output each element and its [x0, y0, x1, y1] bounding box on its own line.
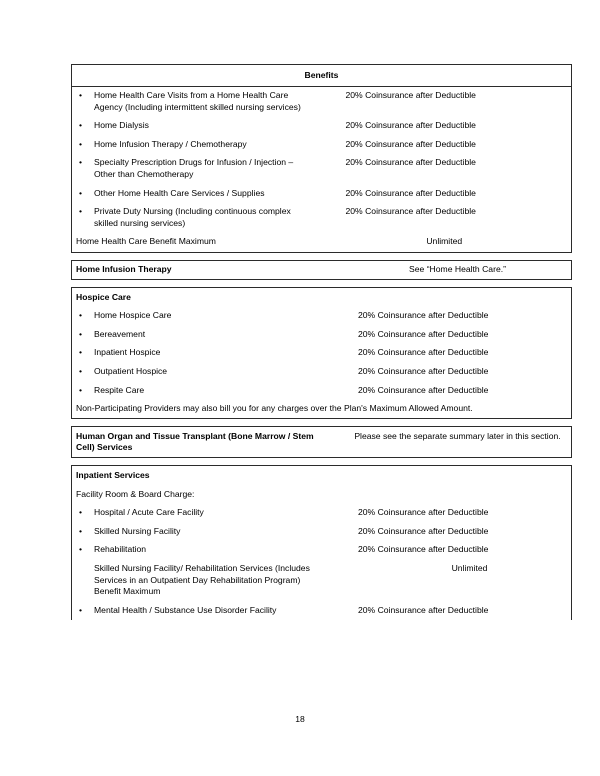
column-header-benefits: Benefits — [72, 65, 571, 86]
benefit-value-cell — [322, 154, 572, 184]
bullet-icon: • — [79, 157, 83, 168]
benefit-value: 20% Coinsurance after Deductible — [358, 604, 489, 615]
benefit-value-cell — [334, 427, 585, 457]
table-row — [72, 344, 600, 363]
table-row — [72, 154, 571, 184]
benefit-label: Outpatient Hospice — [94, 366, 168, 376]
table-row — [72, 288, 600, 307]
benefit-value-cell — [334, 363, 600, 382]
benefit-value: 20% Coinsurance after Deductible — [358, 347, 489, 358]
benefit-value: 20% Coinsurance after Deductible — [345, 138, 476, 149]
block-spacer — [71, 280, 572, 287]
benefit-label: Specialty Prescription Drugs for Infusion / Injection – Other than Chemotherapy — [94, 157, 294, 180]
benefit-block-inpatient-services — [71, 465, 572, 619]
benefit-label: Respite Care — [94, 384, 145, 395]
benefit-value-cell — [334, 325, 600, 344]
benefit-value: 20% Coinsurance after Deductible — [345, 187, 476, 198]
benefit-label-cell — [72, 427, 334, 457]
benefit-value: See “Home Health Care.” — [409, 264, 506, 275]
benefit-label-cell — [72, 466, 334, 485]
benefits-table-body — [71, 64, 572, 620]
benefit-label: Home Dialysis — [94, 120, 149, 131]
page-number: 18 — [295, 714, 305, 724]
bullet-icon: • — [79, 120, 83, 131]
table-row — [72, 601, 600, 620]
benefit-block-home-health-care — [71, 64, 572, 253]
benefit-label: Home Infusion Therapy / Chemotherapy — [94, 138, 247, 149]
benefit-value-cell — [334, 466, 600, 485]
benefit-label: Mental Health / Substance Use Disorder Facility — [94, 604, 277, 615]
table-row — [72, 559, 600, 601]
benefit-value-cell — [334, 504, 600, 523]
benefit-value: 20% Coinsurance after Deductible — [358, 507, 489, 518]
benefit-value: 20% Coinsurance after Deductible — [358, 525, 489, 536]
benefit-label-cell — [72, 288, 334, 307]
benefit-label-cell — [72, 307, 334, 326]
benefit-label-cell — [72, 154, 322, 184]
benefit-label: Hospital / Acute Care Facility — [94, 507, 204, 518]
benefit-label-cell — [72, 559, 334, 601]
benefit-label: Facility Room & Board Charge: — [76, 488, 195, 499]
bullet-icon: • — [79, 507, 83, 518]
benefit-value-cell — [334, 522, 600, 541]
block-spacer — [71, 458, 572, 465]
bullet-icon: • — [79, 138, 83, 149]
benefit-label: Human Organ and Tissue Transplant (Bone Marrow / Stem Cell) Services — [76, 430, 314, 453]
table-row — [72, 86, 571, 117]
benefit-label: Rehabilitation — [94, 544, 147, 555]
benefit-value: 20% Coinsurance after Deductible — [358, 310, 489, 321]
benefit-value: Please see the separate summary later in this section. — [354, 430, 561, 441]
benefit-label-cell — [72, 117, 322, 136]
table-row — [72, 363, 600, 382]
benefit-value-cell — [322, 117, 572, 136]
benefit-label: Other Home Health Care Services / Supplies — [94, 187, 265, 198]
benefit-label: Home Health Care Visits from a Home Health Care Agency (Including intermittent skilled nursing services) — [94, 90, 301, 112]
table-row — [72, 325, 600, 344]
table-row — [72, 427, 585, 457]
bullet-icon: • — [79, 206, 83, 217]
table-row — [72, 307, 600, 326]
benefit-block-home-infusion-therapy — [71, 260, 572, 281]
benefit-block-table — [72, 261, 585, 280]
benefit-block-hospice-care — [71, 287, 572, 419]
table-row — [72, 233, 571, 252]
benefit-label: Skilled Nursing Facility — [94, 525, 181, 536]
bullet-icon: • — [79, 604, 83, 615]
block-spacer — [71, 253, 572, 260]
table-row — [72, 203, 571, 233]
benefit-value-cell — [322, 135, 572, 154]
benefit-value-cell — [334, 485, 600, 504]
benefit-block-table — [72, 466, 600, 619]
benefit-label: Home Health Care Benefit Maximum — [76, 236, 216, 247]
benefit-label-cell — [72, 601, 334, 620]
benefit-label-cell — [72, 504, 334, 523]
benefit-block-table — [72, 427, 585, 457]
benefit-label-cell — [72, 363, 334, 382]
benefit-label-cell — [72, 325, 334, 344]
table-row — [72, 400, 600, 419]
benefit-value: 20% Coinsurance after Deductible — [345, 90, 476, 101]
benefit-value-cell — [322, 203, 572, 233]
benefit-label: Bereavement — [94, 328, 146, 339]
table-row — [72, 541, 600, 560]
table-row — [72, 117, 571, 136]
table-row — [72, 381, 600, 400]
benefit-label-cell — [72, 381, 334, 400]
benefit-label: Inpatient Services — [76, 469, 150, 480]
table-row — [72, 184, 571, 203]
benefit-value: 20% Coinsurance after Deductible — [358, 366, 489, 376]
benefit-label: Home Infusion Therapy — [76, 264, 172, 275]
benefit-label: Skilled Nursing Facility/ Rehabilitation Services (Includes Services in an Outpatient Day Rehabilitation Program) Benefit Maximum — [94, 562, 310, 597]
benefit-value: 20% Coinsurance after Deductible — [358, 384, 489, 395]
benefit-value: 20% Coinsurance after Deductible — [345, 157, 476, 168]
bullet-icon: • — [79, 525, 83, 536]
table-row — [72, 466, 600, 485]
benefit-label-cell — [72, 485, 334, 504]
bullet-icon: • — [79, 544, 83, 555]
table-row — [72, 135, 571, 154]
benefit-value-cell — [334, 601, 600, 620]
benefit-value: 20% Coinsurance after Deductible — [345, 120, 476, 131]
benefit-value-cell — [334, 261, 585, 280]
benefit-value-cell — [322, 184, 572, 203]
benefit-label: Hospice Care — [76, 291, 131, 302]
benefit-value-cell — [322, 233, 572, 252]
benefit-label-cell — [72, 522, 334, 541]
table-row — [72, 261, 585, 280]
benefit-value: 20% Coinsurance after Deductible — [345, 206, 476, 217]
benefit-block-human-organ-tissue-transplant — [71, 426, 572, 458]
bullet-icon: • — [79, 384, 83, 395]
bullet-icon: • — [79, 328, 83, 339]
benefit-label-cell — [72, 261, 334, 280]
benefit-value-cell — [334, 344, 600, 363]
benefit-value-cell — [334, 307, 600, 326]
benefit-label-cell — [72, 233, 322, 252]
benefit-label-cell — [72, 135, 322, 154]
benefit-value-cell — [334, 559, 600, 601]
block-spacer — [71, 419, 572, 426]
benefit-value-cell — [322, 86, 572, 117]
bullet-icon: • — [79, 366, 83, 376]
bullet-icon: • — [79, 90, 83, 101]
benefit-value: Unlimited — [426, 236, 463, 247]
benefit-value: 20% Coinsurance after Deductible — [358, 328, 489, 339]
benefit-block-table — [72, 65, 571, 252]
table-row — [72, 504, 600, 523]
bullet-icon: • — [79, 187, 83, 198]
benefit-label: Inpatient Hospice — [94, 347, 161, 358]
benefit-value: Unlimited — [451, 562, 488, 573]
benefit-value-cell — [334, 381, 600, 400]
table-row — [72, 522, 600, 541]
table-row — [72, 485, 600, 504]
benefit-note: Non-Participating Providers may also bill you for any charges over the Plan's Maximum Allowed Amount. — [76, 403, 473, 414]
benefit-value-cell — [334, 288, 600, 307]
benefit-label: Private Duty Nursing (Including continuous complex skilled nursing services) — [94, 206, 291, 228]
benefit-label-cell — [72, 344, 334, 363]
benefit-label-cell — [72, 203, 322, 233]
benefit-value-cell — [334, 541, 600, 560]
benefit-block-table — [72, 288, 600, 418]
table-row — [72, 65, 571, 86]
benefit-value: 20% Coinsurance after Deductible — [358, 544, 489, 555]
benefit-label-cell — [72, 541, 334, 560]
bullet-icon: • — [79, 310, 83, 321]
bullet-icon: • — [79, 347, 83, 358]
benefit-label: Home Hospice Care — [94, 310, 172, 321]
benefit-label-cell — [72, 184, 322, 203]
benefit-label-cell — [72, 86, 322, 117]
